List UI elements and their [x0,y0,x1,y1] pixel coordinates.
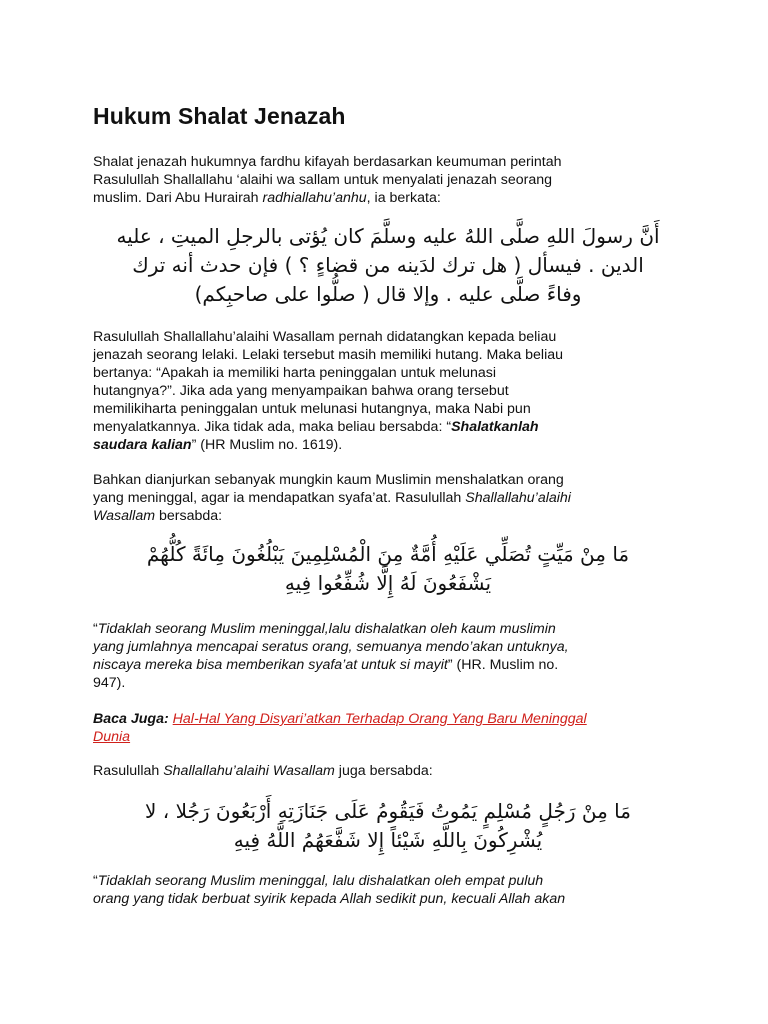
paragraph-hutang [93,328,683,454]
arabic-line: يُشْرِكُونَ بِاللَّهِ شَيْئاً إِلا شَفَّعَهُمُ اللَّهُ فِيهِ [233,828,543,852]
text-line: hutangnya?”. Jika ada yang menyampaikan bahwa orang tersebut [93,383,509,399]
related-article-link[interactable]: Hal-Hal Yang Disyari’atkan Terhadap Orang Yang Baru Meninggal [172,711,587,727]
arabic-line: يَشْفَعُونَ لَهُ إِلَّا شُفِّعُوا فِيهِ [284,571,492,595]
text-line: orang yang tidak berbuat syirik kepada Allah sedikit pun, kecuali Allah akan [93,891,566,907]
text-line: yang meninggal, agar ia mendapatkan syafa’at. Rasulullah Shallallahu’alaihi [93,490,571,506]
arabic-line: وفاءً صلَّى عليه . وإلا قال ( صلُّوا على صاحبِكم) [194,282,582,306]
text-line: Shalat jenazah hukumnya fardhu kifayah berdasarkan keumuman perintah [93,154,562,170]
arabic-hadith-3 [93,797,683,855]
paragraph-hadith-translation-2 [93,872,683,908]
baca-juga-label: Baca Juga: [93,711,169,727]
related-article-link[interactable]: Dunia [93,729,131,745]
arabic-hadith-2 [93,540,683,598]
text-line [93,728,683,746]
text-line: saudara kalian” (HR Muslim no. 1619). [93,437,343,453]
baca-juga [93,710,683,746]
arabic-line: أَنَّ رسولَ اللهِ صلَّى اللهُ عليه وسلَّمَ كان يُؤتى بالرجلِ الميتِ ، عليه [116,224,660,248]
paragraph-hadith-translation-1 [93,620,683,692]
text-line: Bahkan dianjurkan sebanyak mungkin kaum Muslimin menshalatkan orang [93,472,564,488]
page-title: Hukum Shalat Jenazah [93,103,346,129]
text-line: 947). [93,675,126,691]
text-line: Rasulullah Shallallahu’alaihi Wasallam pernah didatangkan kepada beliau [93,329,557,345]
paragraph-syafaat [93,471,683,525]
text-line: niscaya mereka bisa memberikan syafa’at untuk si mayit” (HR. Muslim no. [93,657,559,673]
text-line: Rasulullah Shallallahu’alaihi Wasallam juga bersabda: [93,763,433,779]
arabic-line: مَا مِنْ مَيِّتٍ تُصَلِّي عَلَيْهِ أُمَّةٌ مِنَ الْمُسْلِمِينَ يَبْلُغُونَ مِائَةً كُلُّهُمْ [146,542,630,566]
text-line: muslim. Dari Abu Hurairah radhiallahu’anhu, ia berkata: [93,190,441,206]
text-line: “Tidaklah seorang Muslim meninggal,lalu dishalatkan oleh kaum muslimin [93,621,556,637]
text-line: Rasulullah Shallallahu ‘alaihi wa sallam untuk menyalati jenazah seorang [93,172,553,188]
arabic-line: الدين . فيسأل ( هل ترك لدَينه من قضاءٍ ؟ ) فإن حدث أنه ترك [132,253,644,277]
paragraph-intro [93,153,683,207]
text-line: memilikiharta peninggalan untuk melunasi hutangnya, maka Nabi pun [93,401,531,417]
text-line: jenazah seorang lelaki. Lelaki tersebut masih memiliki hutang. Maka beliau [93,347,564,363]
arabic-line: مَا مِنْ رَجُلٍ مُسْلِمٍ يَمُوتُ فَيَقُومُ عَلَى جَنَازَتِهِ أَرْبَعُونَ رَجُلا ، لا [145,799,631,823]
arabic-hadith-1 [93,222,683,309]
text-line: yang jumlahnya mencapai seratus orang, semuanya mendo’akan untuknya, [93,639,569,655]
text-line: bertanya: “Apakah ia memiliki harta peninggalan untuk melunasi [93,365,496,381]
text-line: Wasallam bersabda: [93,508,223,524]
text-line: “Tidaklah seorang Muslim meninggal, lalu dishalatkan oleh empat puluh [93,873,544,889]
text-line: menyalatkannya. Jika tidak ada, maka beliau bersabda: “Shalatkanlah [93,419,539,435]
text-line [93,710,683,728]
paragraph-bersabda [93,762,683,780]
